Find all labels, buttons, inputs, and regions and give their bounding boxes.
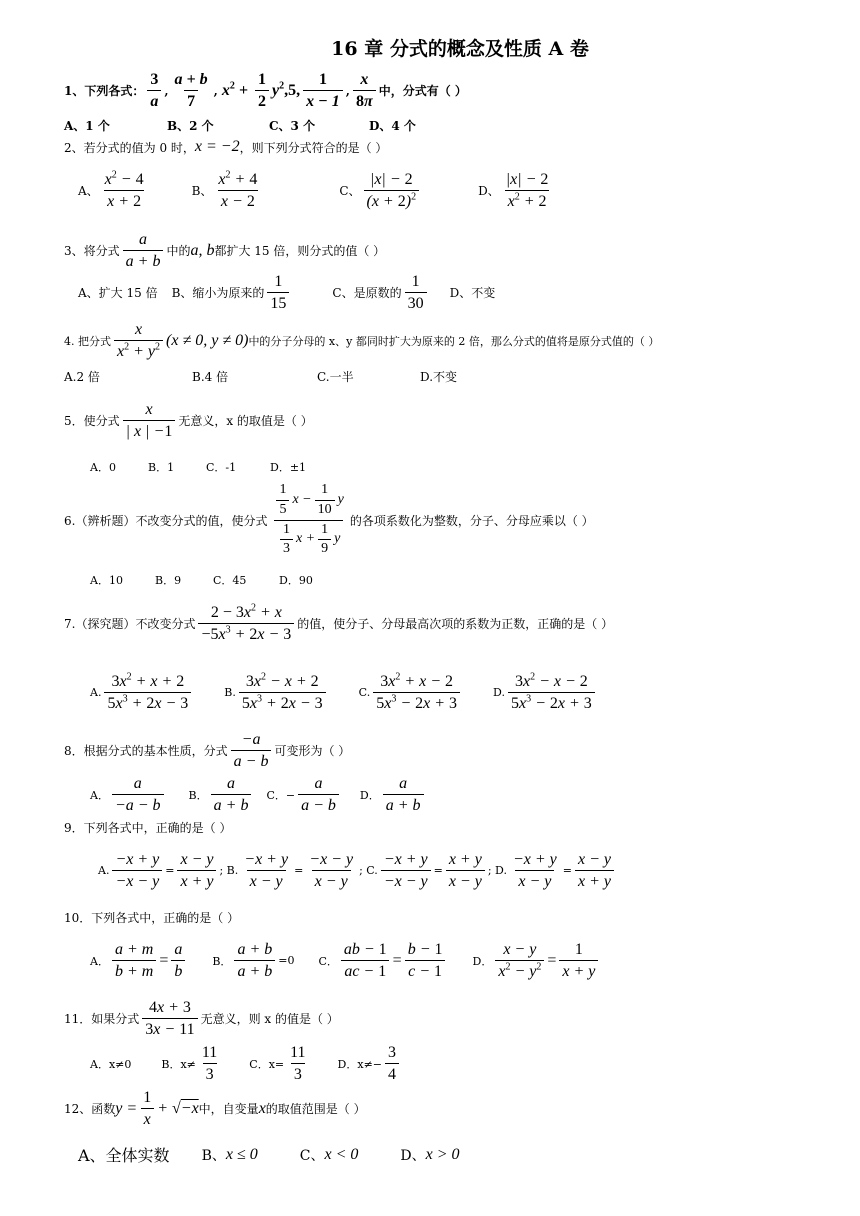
q8-text-a: 8．根据分式的基本性质，分式 — [64, 744, 228, 759]
q8-label-b: B． — [188, 788, 208, 802]
question-12: 12、函数 y = $\frac{1}{x}$ + √−x 中，自变量 x 的取值范围是（ ） — [64, 1089, 366, 1129]
question-4 — [64, 320, 659, 361]
q11-text-b: 无意义，则 x 的值是（ ） — [200, 1012, 339, 1027]
q1-options — [64, 117, 416, 134]
q12-option-c: C、 — [299, 1147, 325, 1164]
q3-option-c: C、是原数的 — [332, 286, 402, 301]
q1-prefix: 1、下列各式： — [64, 84, 145, 99]
q5-option-a: A．0 — [90, 461, 116, 474]
q6-option-b: B．9 — [155, 574, 182, 587]
q2-option-a: $\frac{x^2 - 4}{x + 2}$ — [104, 169, 144, 211]
q12-option-b: B、 — [201, 1147, 226, 1164]
q4-options — [64, 368, 457, 385]
q5-option-d: D．±1 — [270, 461, 307, 474]
q12-text-a: 12、函数 — [64, 1102, 116, 1117]
q1-option-c: C、3 个 — [269, 119, 316, 133]
q8-label-c: C．− — [266, 788, 296, 802]
q3-text-c: 都扩大 15 倍，则分式的值（ ） — [214, 244, 386, 259]
q10-label-a: A． — [90, 954, 109, 968]
q7-fraction: $\frac{2 - 3x^2 + x}{-5x^3 + 2x - 3}$ — [198, 603, 294, 644]
question-7 — [64, 603, 613, 644]
q6-fraction: $\frac{1}{5}$ x − $\frac{1}{10}$ y $\frac{1}{3}$ x + $\frac{1}{9}$ y — [270, 482, 346, 558]
q2-text-b: ，则下列分式符合的是（ ） — [239, 140, 388, 155]
q2-label-c: C、 — [339, 184, 361, 199]
q5-option-b: B．1 — [148, 461, 175, 474]
q10-label-c: C． — [318, 954, 338, 968]
question-8 — [64, 730, 350, 771]
q12-var: x — [258, 1099, 266, 1117]
q11-options: A．x≠0 B．x≠ $\frac{11}{3}$ C．x= $\frac{11}{3}$ D．x≠− $\frac{3}{4}$ — [90, 1043, 402, 1084]
q4-option-a: A.2 倍 — [64, 370, 100, 384]
q7-option-c: $\frac{3x^2 + x - 2}{5x^3 - 2x + 3}$ — [373, 672, 460, 713]
q12-options — [78, 1143, 460, 1166]
q5-option-c: C．-1 — [206, 461, 237, 474]
q3-fraction: $\frac{a}{a + b}$ — [123, 230, 164, 271]
q3-option-a: A、扩大 15 倍 — [78, 286, 158, 301]
q3-text-a: 3、将分式 — [64, 244, 120, 259]
q6-option-d: D．90 — [279, 574, 313, 587]
q7-label-c: C. — [358, 686, 371, 700]
q12-cond-d: x > 0 — [425, 1145, 460, 1163]
page-title: 16 章 分式的概念及性质 A 卷 — [331, 38, 589, 60]
q2-option-b: $\frac{x^2 + 4}{x - 2}$ — [218, 169, 258, 211]
q5-fraction: $\frac{x}{| x | -1}$ — [123, 400, 176, 441]
q12-cond-c: x < 0 — [324, 1145, 359, 1163]
q2-label-d: D、 — [478, 184, 500, 199]
q4-option-b: B.4 倍 — [192, 370, 229, 384]
q11-option-b: B．x≠ — [161, 1057, 196, 1071]
q1-option-b: B、2 个 — [167, 119, 214, 133]
q8-option-d: $\frac{a}{a + b}$ — [383, 774, 424, 815]
q6-option-c: C．45 — [213, 574, 247, 587]
q8-option-a: $\frac{a}{-a - b}$ — [112, 774, 164, 815]
q7-option-d: $\frac{3x^2 - x - 2}{5x^3 - 2x + 3}$ — [508, 672, 595, 713]
q9-label-a: A. — [98, 864, 110, 878]
q2-option-c: $\frac{|x| - 2}{(x + 2)^2}$ — [364, 170, 420, 211]
q11-fraction: $\frac{4x + 3}{3x - 11}$ — [142, 998, 197, 1039]
q11-text-a: 11．如果分式 — [64, 1012, 140, 1027]
q8-option-b: $\frac{a}{a + b}$ — [211, 774, 252, 815]
q2-text-a: 2、若分式的值为 0 时， — [64, 140, 195, 155]
q9-label-b: ; B. — [219, 864, 239, 878]
q11-option-c: C．x= — [249, 1057, 285, 1071]
question-3 — [64, 230, 385, 271]
q7-label-d: D. — [493, 686, 505, 700]
question-11 — [64, 998, 339, 1039]
q8-label-a: A． — [90, 788, 109, 802]
q12-text-c: 的取值范围是（ ） — [265, 1102, 366, 1117]
q5-text-a: 5．使分式 — [64, 414, 120, 429]
q4-text-a: 4. 把分式 — [64, 334, 111, 348]
q6-text-b: 的各项系数化为整数，分子、分母应乘以（ ） — [349, 513, 594, 528]
q7-options — [90, 672, 598, 713]
q11-option-d: D．x≠− — [337, 1057, 383, 1071]
question-10: 10．下列各式中，正确的是（ ） — [64, 911, 240, 925]
q12-option-d: D、 — [400, 1147, 426, 1164]
q6-text-a: 6.（辨析题）不改变分式的值，使分式 — [64, 513, 268, 528]
q4-condition: (x ≠ 0, y ≠ 0) — [166, 331, 249, 349]
q4-fraction: $\frac{x}{x^2 + y^2}$ — [114, 320, 163, 361]
q8-fraction: $\frac{-a}{a - b}$ — [231, 730, 272, 771]
q4-option-c: C.一半 — [317, 370, 354, 384]
q3-text-b: 中的 — [166, 244, 191, 259]
q10-label-d: D． — [472, 954, 493, 968]
q10-options: A． $\frac{a + m}{b + m}$ = $\frac{a}{b}$ B． $\frac{a + b}{a + b}$ =0 C． $\frac{ab - 1}{ac - 1}$ = $\frac{b - 1}{c - 1}$ D． $\frac{x - y}{x^2 - y^2}$ = $\frac{1}{x + y}$ — [90, 940, 601, 981]
q2-condition: x = −2 — [194, 138, 240, 155]
q8-label-d: D． — [359, 788, 380, 802]
q9-options: A. $\frac{-x + y}{-x - y}$ = $\frac{x - y}{x + y}$ ; B. $\frac{-x + y}{x - y}$ = $\frac{-x - y}{x - y}$ ; C. $\frac{-x + y}{-x - y}$ = $\frac{x + y}{x - y}$ ; D. $\frac{-x + y}{x - y}$ = $\frac{x - y}{x + y}$ — [98, 850, 617, 891]
question-1: 1、下列各式： $\frac{3}{a}$ , $\frac{a + b}{7}$ , $x^2$ + $\frac{1}{2}$ $y^2$ ,5, $\frac{1}{x - 1}$ , $\frac{x}{8\pi}$ 中，分式有（ ） — [64, 71, 467, 111]
q3-option-d: D、不变 — [449, 286, 496, 301]
q8-options — [90, 774, 427, 815]
q3-option-b: B、缩小为原来的 — [171, 286, 265, 301]
q6-options — [90, 572, 313, 588]
q2-label-b: B、 — [191, 184, 213, 199]
q7-text-a: 7.（探究题）不改变分式 — [64, 617, 196, 632]
q12-option-a: A、全体实数 — [78, 1146, 170, 1165]
q7-option-b: $\frac{3x^2 - x + 2}{5x^3 + 2x - 3}$ — [239, 672, 326, 713]
q9-label-c: ; C. — [359, 864, 378, 878]
q1-option-a: A、1 个 — [64, 119, 110, 133]
q9-label-d: ; D. — [487, 864, 507, 878]
q8-option-c: $\frac{a}{a - b}$ — [298, 774, 339, 815]
q12-text-b: 中，自变量 — [198, 1102, 259, 1117]
q7-label-b: B. — [224, 686, 236, 700]
q7-label-a: A. — [90, 686, 102, 700]
question-9: 9．下列各式中，正确的是（ ） — [64, 821, 232, 835]
q1-option-d: D、4 个 — [369, 119, 416, 133]
q7-option-a: $\frac{3x^2 + x + 2}{5x^3 + 2x - 3}$ — [104, 672, 191, 713]
q3-options: A、扩大 15 倍 B、缩小为原来的 $\frac{1}{15}$ C、是原数的 $\frac{1}{30}$ D、不变 — [78, 273, 496, 313]
q5-text-b: 无意义，x 的取值是（ ） — [178, 414, 313, 429]
q2-label-a: A、 — [78, 184, 99, 199]
q5-options — [90, 459, 306, 475]
q3-vars: a, b — [190, 241, 215, 259]
question-2 — [64, 138, 387, 156]
q10-label-b: B． — [212, 954, 232, 968]
q12-cond-b: x ≤ 0 — [225, 1145, 258, 1163]
question-6 — [64, 482, 594, 558]
q11-option-a: A．x≠0 — [90, 1057, 132, 1071]
q4-option-d: D.不变 — [420, 370, 458, 384]
q8-text-b: 可变形为（ ） — [274, 744, 351, 759]
q6-option-a: A．10 — [90, 574, 123, 587]
q7-text-b: 的值，使分子、分母最高次项的系数为正数，正确的是（ ） — [297, 617, 614, 632]
q1-suffix: 中，分式有（ ） — [378, 84, 467, 99]
q2-option-d: $\frac{|x| - 2}{x^2 + 2}$ — [505, 171, 549, 211]
question-5 — [64, 400, 313, 441]
q2-options — [78, 170, 554, 211]
q4-text-b: 中的分子分母的 x、y 都同时扩大为原来的 2 倍，那么分式的值将是原分式值的（ ） — [248, 334, 660, 348]
q10-b-tail: =0 — [278, 954, 295, 968]
